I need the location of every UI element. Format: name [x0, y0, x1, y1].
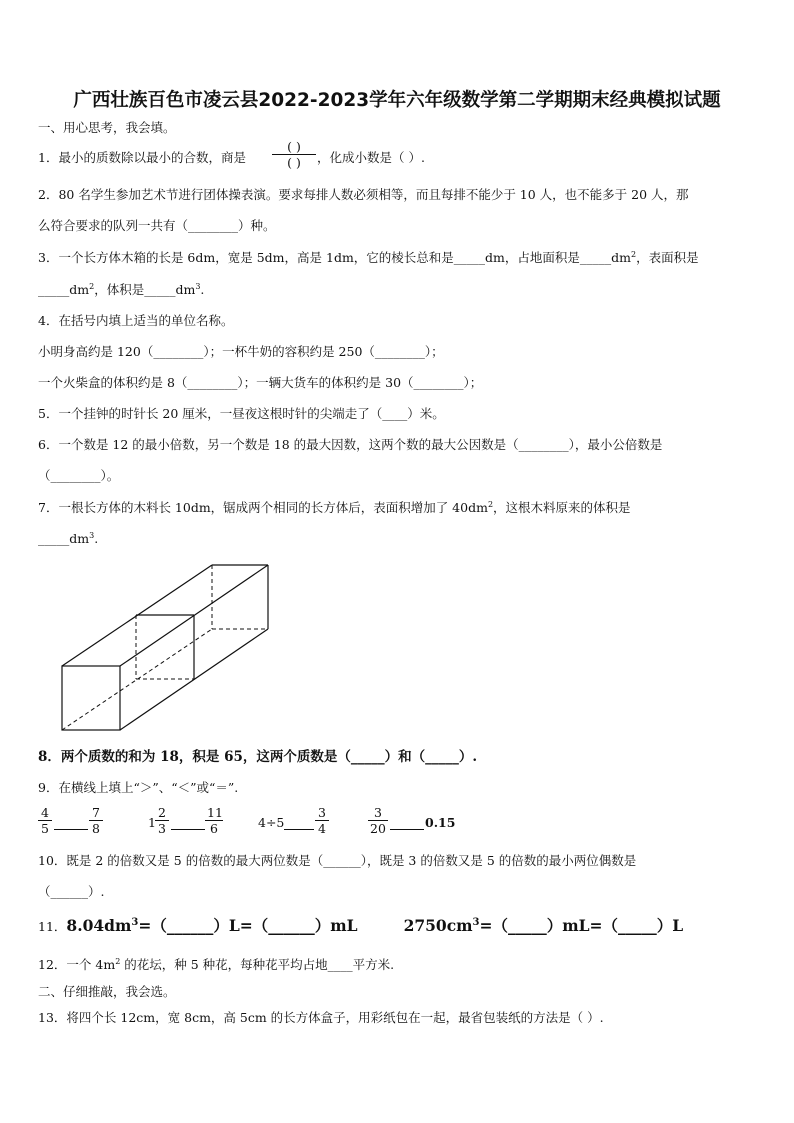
q7-text: _____dm — [38, 531, 90, 546]
q11-number: 11． — [38, 919, 67, 934]
question-7-line-2 — [38, 531, 98, 547]
question-6-line-2: （________）。 — [38, 468, 120, 483]
question-2-line-1: 2．80 名学生参加艺术节进行团体操表演。要求每排人数必须相等，而且每排不能少于 10 人，也不能多于 20 人，那 — [38, 187, 689, 202]
fraction-denominator: 5 — [41, 821, 49, 836]
q9-division: 4÷5 — [258, 815, 285, 830]
fraction-numerator: 4 — [38, 805, 52, 821]
q7-text: 7．一根长方体的木料长 10dm，锯成两个相同的长方体后，表面积增加了 40dm — [38, 500, 488, 515]
q12-text: 的花坛，种 5 种花，每种花平均占地____平方米. — [120, 957, 395, 972]
q3-text: 3．一个长方体木箱的长是 6dm，宽是 5dm，高是 1dm，它的棱长总和是_____dm，占地面积是_____dm — [38, 250, 632, 265]
question-4-line-1: 4．在括号内填上适当的单位名称。 — [38, 313, 234, 328]
q11-superscript: 3 — [131, 916, 139, 928]
q3-superscript: 3 — [195, 281, 201, 291]
q11-superscript: 3 — [472, 916, 480, 928]
q9-blank-2[interactable] — [171, 829, 205, 830]
question-11 — [38, 918, 683, 935]
q3-text: _____dm — [38, 282, 90, 297]
q11-text: 8.04dm — [66, 916, 132, 935]
fraction-denominator: 6 — [210, 821, 218, 836]
q1-text-after: ，化成小数是（ ）. — [317, 150, 425, 165]
q9-mixed-fraction — [155, 805, 169, 836]
q9-blank-3[interactable] — [284, 829, 314, 830]
question-2-line-2: 么符合要求的队列一共有（________）种。 — [38, 218, 276, 233]
q9-fraction-4-5 — [38, 805, 52, 836]
section-2-heading: 二、仔细推敲，我会选。 — [38, 984, 176, 999]
question-7-line-1 — [38, 500, 631, 516]
fraction-denominator: 4 — [318, 821, 326, 836]
q1-answer-fraction — [272, 139, 316, 170]
fraction-numerator: 3 — [368, 805, 388, 821]
question-10-line-2: （______）. — [38, 884, 105, 899]
question-5: 5．一个挂钟的时针长 20 厘米，一昼夜这根时针的尖端走了（____）米。 — [38, 406, 445, 421]
q9-blank-1[interactable] — [54, 829, 88, 830]
q1-text-before: 1．最小的质数除以最小的合数，商是 — [38, 150, 246, 165]
q12-text: 12．一个 4m — [38, 957, 116, 972]
q7-text: ，这根木料原来的体积是 — [493, 500, 631, 515]
cuboid-hidden-edges — [62, 565, 268, 730]
question-4-line-3: 一个火柴盒的体积约是 8（________）；一辆大货车的体积约是 30（________）； — [38, 375, 483, 390]
q3-text: . — [200, 282, 205, 297]
q11-text: 2750cm — [403, 916, 473, 935]
q3-text: ，体积是_____dm — [94, 282, 196, 297]
q9-decimal: 0.15 — [425, 815, 456, 830]
q3-superscript: 2 — [89, 281, 95, 291]
question-4-line-2: 小明身高约是 120（________）；一杯牛奶的容积约是 250（________）； — [38, 344, 444, 359]
q1-fraction-numerator: ( ) — [272, 139, 316, 155]
q3-superscript: 2 — [631, 249, 637, 259]
section-1-heading: 一、用心思考，我会填。 — [38, 120, 176, 135]
q7-text: . — [94, 531, 99, 546]
fraction-numerator: 2 — [155, 805, 169, 821]
fraction-denominator: 20 — [370, 821, 386, 836]
q12-superscript: 2 — [115, 956, 121, 966]
q7-superscript: 3 — [89, 530, 95, 540]
q9-fraction-11-6 — [205, 805, 223, 836]
q11-text: =（______）L=（______）mL — [138, 916, 358, 935]
question-9: 9．在横线上填上“＞”、“＜”或“＝”. — [38, 780, 239, 795]
question-3-line-2 — [38, 282, 204, 298]
question-6-line-1: 6．一个数是 12 的最小倍数，另一个数是 18 的最大因数，这两个数的最大公因数是（________），最小公倍数是 — [38, 437, 663, 452]
question-12 — [38, 957, 394, 973]
q3-text: ，表面积是 — [636, 250, 699, 265]
question-13: 13．将四个长 12cm，宽 8cm，高 5cm 的长方体盒子，用彩纸包在一起，最省包装纸的方法是（ ）. — [38, 1010, 604, 1025]
fraction-denominator: 8 — [92, 821, 100, 836]
fraction-denominator: 3 — [158, 821, 166, 836]
question-10-line-1: 10．既是 2 的倍数又是 5 的倍数的最大两位数是（______），既是 3 的倍数又是 5 的倍数的最小两位偶数是 — [38, 853, 637, 868]
q11-text: =（_____）mL=（_____）L — [479, 916, 684, 935]
question-8: 8．两个质数的和为 18，积是 65，这两个质数是（_____）和（_____）. — [38, 749, 478, 765]
q9-fraction-3-4 — [315, 805, 329, 836]
cuboid-solid-edges — [62, 565, 268, 730]
q7-superscript: 2 — [487, 499, 494, 509]
fraction-numerator: 7 — [89, 805, 103, 821]
cuboid-diagram — [52, 562, 272, 734]
exam-title: 广西壮族百色市凌云县2022-2023学年六年级数学第二学期期末经典模拟试题 — [73, 90, 721, 111]
q9-mixed-whole: 1 — [148, 815, 156, 830]
q9-blank-4[interactable] — [390, 829, 424, 830]
question-1 — [38, 150, 246, 166]
q1-fraction-denominator: ( ) — [287, 155, 301, 170]
fraction-numerator: 11 — [207, 805, 223, 820]
fraction-numerator: 3 — [315, 805, 329, 821]
q9-fraction-7-8 — [89, 805, 103, 836]
q9-fraction-3-20 — [368, 805, 388, 836]
question-3-line-1 — [38, 250, 699, 266]
